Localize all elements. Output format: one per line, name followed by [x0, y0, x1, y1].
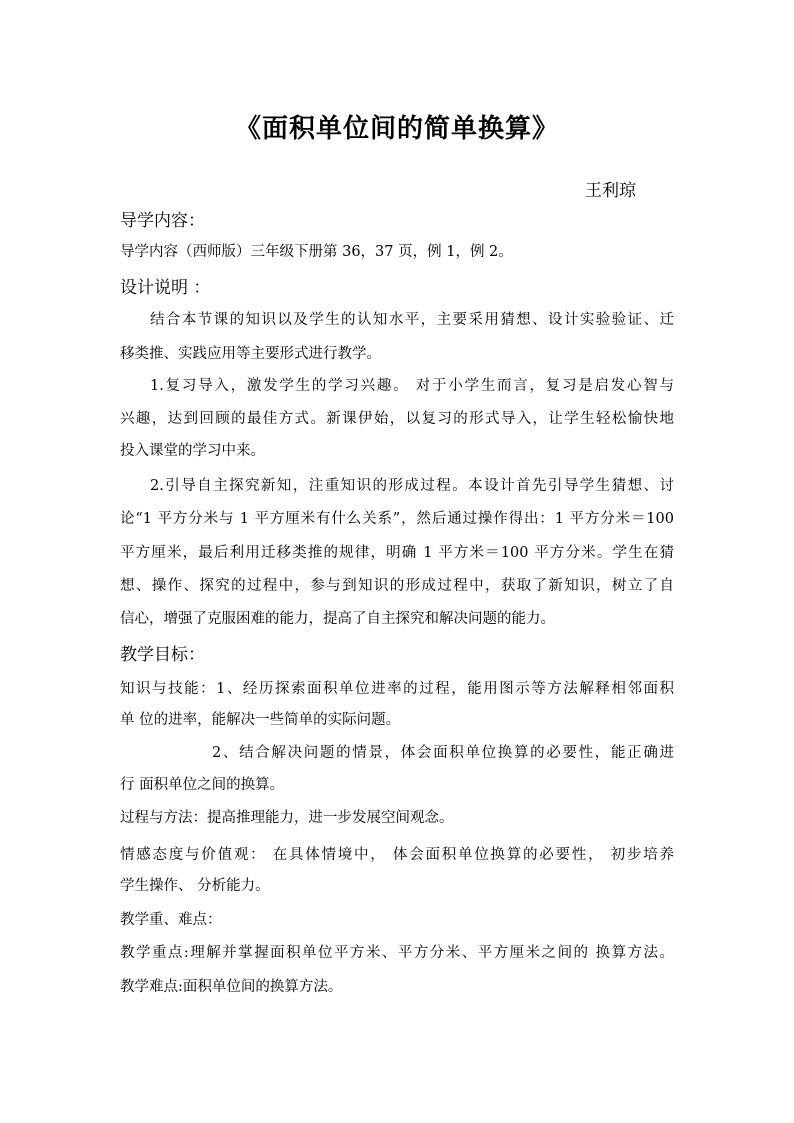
- goal-emotion-line-1: 情感态度与价值观： 在具体情境中， 体会面积单位换算的必要性， 初步培养: [120, 847, 674, 863]
- goal-knowledge2-line-2: 行 面积单位之间的换算。: [120, 777, 285, 793]
- design-p2-line-2: 兴趣，达到回顾的最佳方式。新课伊始，以复习的形式导入，让学生轻松愉快地: [120, 411, 674, 427]
- design-p1-line-2: 移类推、实践应用等主要形式进行教学。: [120, 346, 381, 362]
- design-p1-line-1: 结合本节课的知识以及学生的认知水平，主要采用猜想、设计实验验证、迁: [150, 312, 674, 328]
- design-p2-line-3: 投入课堂的学习中来。: [120, 443, 265, 459]
- goal-knowledge-line-2: 单 位的进率，能解决一些简单的实际问题。: [120, 712, 401, 728]
- design-p2-line-1: 1.复习导入，激发学生的学习兴趣。 对于小学生而言，复习是启发心智与: [150, 378, 674, 394]
- key-point-text: 教学重点:理解并掌握面积单位平方米、平方分米、平方厘米之间的 换算方法。: [120, 945, 674, 961]
- author-name: 王利琼: [585, 181, 636, 201]
- content-text: 导学内容（西师版）三年级下册第 36，37 页，例 1，例 2。: [120, 244, 513, 260]
- design-p3-line-3: 平方厘米，最后利用迁移类推的规律，明确 1 平方米＝100 平方分米。学生在猜: [120, 545, 674, 561]
- design-p3-line-4: 想、操作、探究的过程中，参与到知识的形成过程中，获取了新知识，树立了自: [120, 578, 674, 594]
- goal-knowledge2-line-1: 2、结合解决问题的情景，体会面积单位换算的必要性，能正确进: [212, 745, 674, 761]
- goal-knowledge-line-1: 知识与技能：1、经历探索面积单位进率的过程，能用图示等方法解释相邻面积: [120, 681, 674, 697]
- goal-emotion-line-2: 学生操作、 分析能力。: [120, 878, 270, 894]
- difficult-point-text: 教学难点:面积单位间的换算方法。: [120, 979, 343, 995]
- key-points-heading: 教学重、难点：: [120, 912, 222, 928]
- design-p3-line-2: 论“1 平方分米与 1 平方厘米有什么关系”，然后通过操作得出：1 平方分米＝100: [120, 511, 674, 527]
- design-p3-line-5: 信心，增强了克服困难的能力，提高了自主探究和解决问题的能力。: [120, 611, 555, 627]
- heading-content: 导学内容：: [120, 211, 205, 231]
- heading-design: 设计说明 ：: [120, 278, 211, 298]
- design-p3-line-1: 2.引导自主探究新知，注重知识的形成过程。本设计首先引导学生猜想、讨: [150, 478, 674, 494]
- goal-process: 过程与方法：提高推理能力，进一步发展空间观念。: [120, 810, 454, 826]
- document-title: 《面积单位间的简单换算》: [234, 114, 559, 144]
- heading-goals: 教学目标：: [120, 645, 205, 665]
